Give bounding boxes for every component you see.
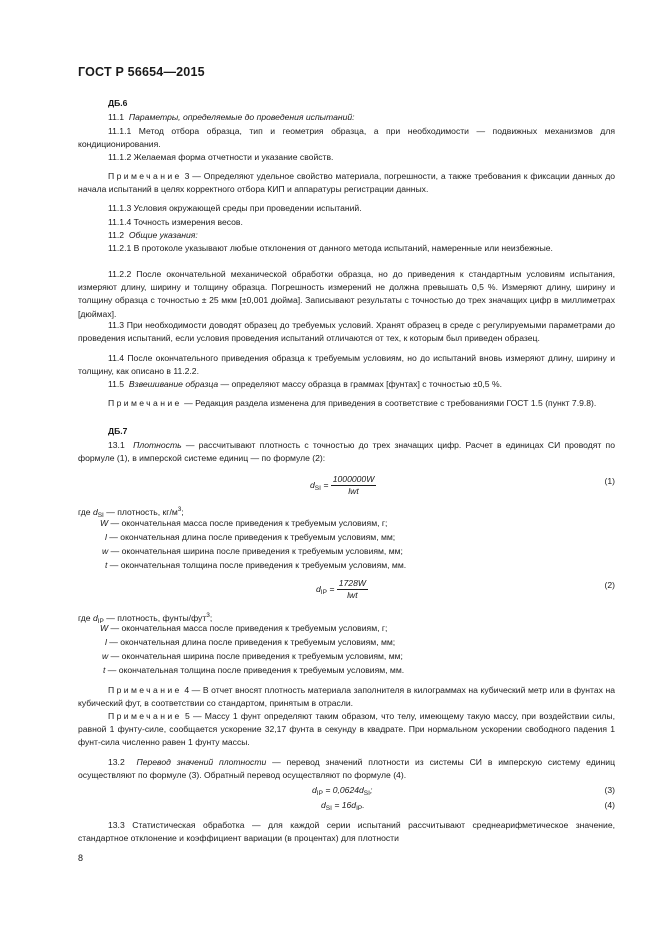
clause-title: Параметры, определяемые до проведения испытаний: bbox=[128, 112, 355, 122]
note-text: 5 — Массу 1 фунт определяют таким образом, что телу, имеющему такую массу, при воздействии силы, равной 1 фунту-силе, сообщается ускорение 32,17 фунта в секунду в квадрате. При нормальном ускорении свободного падения 1 фунт-сила численно равен 1 фунту массы. bbox=[78, 711, 615, 748]
note-label: Примечание bbox=[108, 398, 182, 408]
variable-definition: t — окончательная толщина после приведения к требуемым условиям, мм. bbox=[103, 665, 405, 675]
paragraph-11-2-1: 11.2.1 В протоколе указывают любые отклонения от данного метода испытаний, намеренные или неизбежные. bbox=[108, 243, 553, 253]
paragraph-11-2 bbox=[78, 229, 615, 242]
formula-1: $d_{SI}$ = $\frac{1000000W}{\text{lwt}}$ bbox=[310, 474, 375, 496]
formula-number-4: (4) bbox=[604, 800, 615, 810]
paragraph-11-1 bbox=[78, 111, 615, 124]
clause-title: Плотность bbox=[133, 440, 182, 450]
clause-text: — перевод значений плотности из системы СИ в имперскую систему единиц осуществляют по формуле (3). Обратный перевод осуществляют по формуле (4). bbox=[78, 757, 615, 781]
variable-definition: w — окончательная ширина после приведения к требуемым условиям, мм; bbox=[102, 651, 403, 661]
variable-definition: W — окончательная масса после приведения к требуемым условиям, г; bbox=[100, 518, 388, 528]
paragraph-11-1-3: 11.1.3 Условия окружающей среды при проведении испытаний. bbox=[108, 203, 362, 213]
where-clause-1: где $d_{SI}$ — плотность, $кг/м^3$; bbox=[78, 506, 184, 519]
formula-3: $d_{IP} = 0,0624d_{SI}$; bbox=[312, 785, 373, 797]
clause-number: 11.5 bbox=[108, 379, 125, 389]
note-label: Примечание bbox=[108, 711, 182, 721]
clause-title: Взвешивание образца bbox=[128, 379, 219, 389]
page-number: 8 bbox=[78, 853, 84, 863]
variable-definition: l — окончательная длина после приведения к требуемым условиям, мм; bbox=[105, 637, 396, 647]
note-label: Примечание bbox=[108, 685, 182, 695]
document-header: ГОСТ Р 56654—2015 bbox=[78, 65, 205, 79]
variable-definition: t — окончательная толщина после приведения к требуемым условиям, мм. bbox=[105, 560, 407, 570]
formula-4: $d_{SI} = 16d_{IP}$. bbox=[321, 800, 365, 812]
paragraph-13-2 bbox=[78, 756, 615, 782]
paragraph-11-2-2: 11.2.2 После окончательной механической обработки образца, но до приведения к стандартным условиям испытания, измеряют длину, ширину и толщину образца. Погрешность измерений не должна превышать 0,5 %. Измеряют длину, ширину и толщину образца с точностью ± 25 мкм [±0,001 дюйма]. Записывают результаты с точностью до трех значащих цифр в миллиметрах [дюймах]. bbox=[78, 269, 615, 319]
paragraph-11-1-1: 11.1.1 Метод отбора образца, тип и геометрия образца, а при необходимости — подвижных механизмов для кондиционирования. bbox=[78, 126, 615, 150]
note-text: — Редакция раздела изменена для приведения в соответствие с требованиями ГОСТ 1.5 (пункт 7.9.8). bbox=[181, 398, 597, 408]
paragraph-11-1-2: 11.1.2 Желаемая форма отчетности и указание свойств. bbox=[108, 152, 334, 162]
paragraph-11-1-4: 11.1.4 Точность измерения весов. bbox=[108, 217, 243, 227]
note-edition bbox=[78, 397, 615, 410]
note-4 bbox=[78, 684, 615, 710]
paragraph-11-4: 11.4 После окончательного приведения образца к требуемым условиям, но до испытаний вновь измеряют длину, ширину и толщину, как описано в 11.2.2. bbox=[78, 353, 615, 377]
variable-definition: l — окончательная длина после приведения к требуемым условиям, мм; bbox=[105, 532, 396, 542]
formula-number-1: (1) bbox=[604, 476, 615, 486]
clause-number: 11.1 bbox=[108, 112, 125, 122]
note-label: Примечание bbox=[108, 171, 182, 181]
clause-number: 11.2 bbox=[108, 230, 125, 240]
fraction: $\frac{1728W}{\text{lwt}}$ bbox=[338, 578, 366, 600]
clause-number: 13.2 bbox=[108, 757, 125, 767]
paragraph-11-3: 11.3 При необходимости доводят образец до требуемых условий. Хранят образец в среде с регулируемыми параметрами до проведения испытаний, если условия проведения испытаний отличаются от тех, к которым был приведен образец. bbox=[78, 320, 615, 344]
paragraph-13-3: 13.3 Статистическая обработка — для каждой серии испытаний рассчитывают среднеарифметическое значение, стандартное отклонение и коэффициент вариации (в процентах) для плотности bbox=[78, 820, 615, 844]
formula-number-3: (3) bbox=[604, 785, 615, 795]
fraction: $\frac{1000000W}{\text{lwt}}$ bbox=[332, 474, 375, 496]
variable-definition: w — окончательная ширина после приведения к требуемым условиям, мм; bbox=[102, 546, 403, 556]
section-heading-db7: ДБ.7 bbox=[108, 426, 128, 436]
where-clause-2: где $d_{IP}$ — плотность, фунты/фут$^3$; bbox=[78, 612, 213, 625]
note-text: 4 — В отчет вносят плотность материала заполнителя в килограммах на кубический метр или в фунтах на кубический фут, в соответствии со стандартом, принятым в отрасли. bbox=[78, 685, 615, 709]
clause-number: 13.1 bbox=[108, 440, 125, 450]
formula-2: $d_{IP}$ = $\frac{1728W}{\text{lwt}}$ bbox=[316, 578, 366, 600]
variable-definition: W — окончательная масса после приведения к требуемым условиям, г; bbox=[100, 623, 388, 633]
clause-text: — рассчитывают плотность с точностью до трех значащих цифр. Расчет в единицах СИ проводят по формуле (1), в имперской системе единиц — по формуле (2): bbox=[78, 440, 615, 464]
formula-number-2: (2) bbox=[604, 580, 615, 590]
paragraph-13-1 bbox=[78, 439, 615, 465]
note-3 bbox=[78, 170, 615, 196]
section-heading-db6: ДБ.6 bbox=[108, 98, 128, 108]
clause-title: Общие указания: bbox=[128, 230, 198, 240]
clause-text: — определяют массу образца в граммах [фунтах] с точностью ±0,5 %. bbox=[218, 379, 502, 389]
note-5 bbox=[78, 710, 615, 750]
paragraph-11-5 bbox=[78, 378, 615, 391]
note-text: 3 — Определяют удельное свойство материала, погрешности, а также требования к фиксации данных до начала испытаний в целях корректного отбора КИП и аппаратуры регистрации данных. bbox=[78, 171, 615, 195]
clause-title: Перевод значений плотности bbox=[136, 757, 267, 767]
